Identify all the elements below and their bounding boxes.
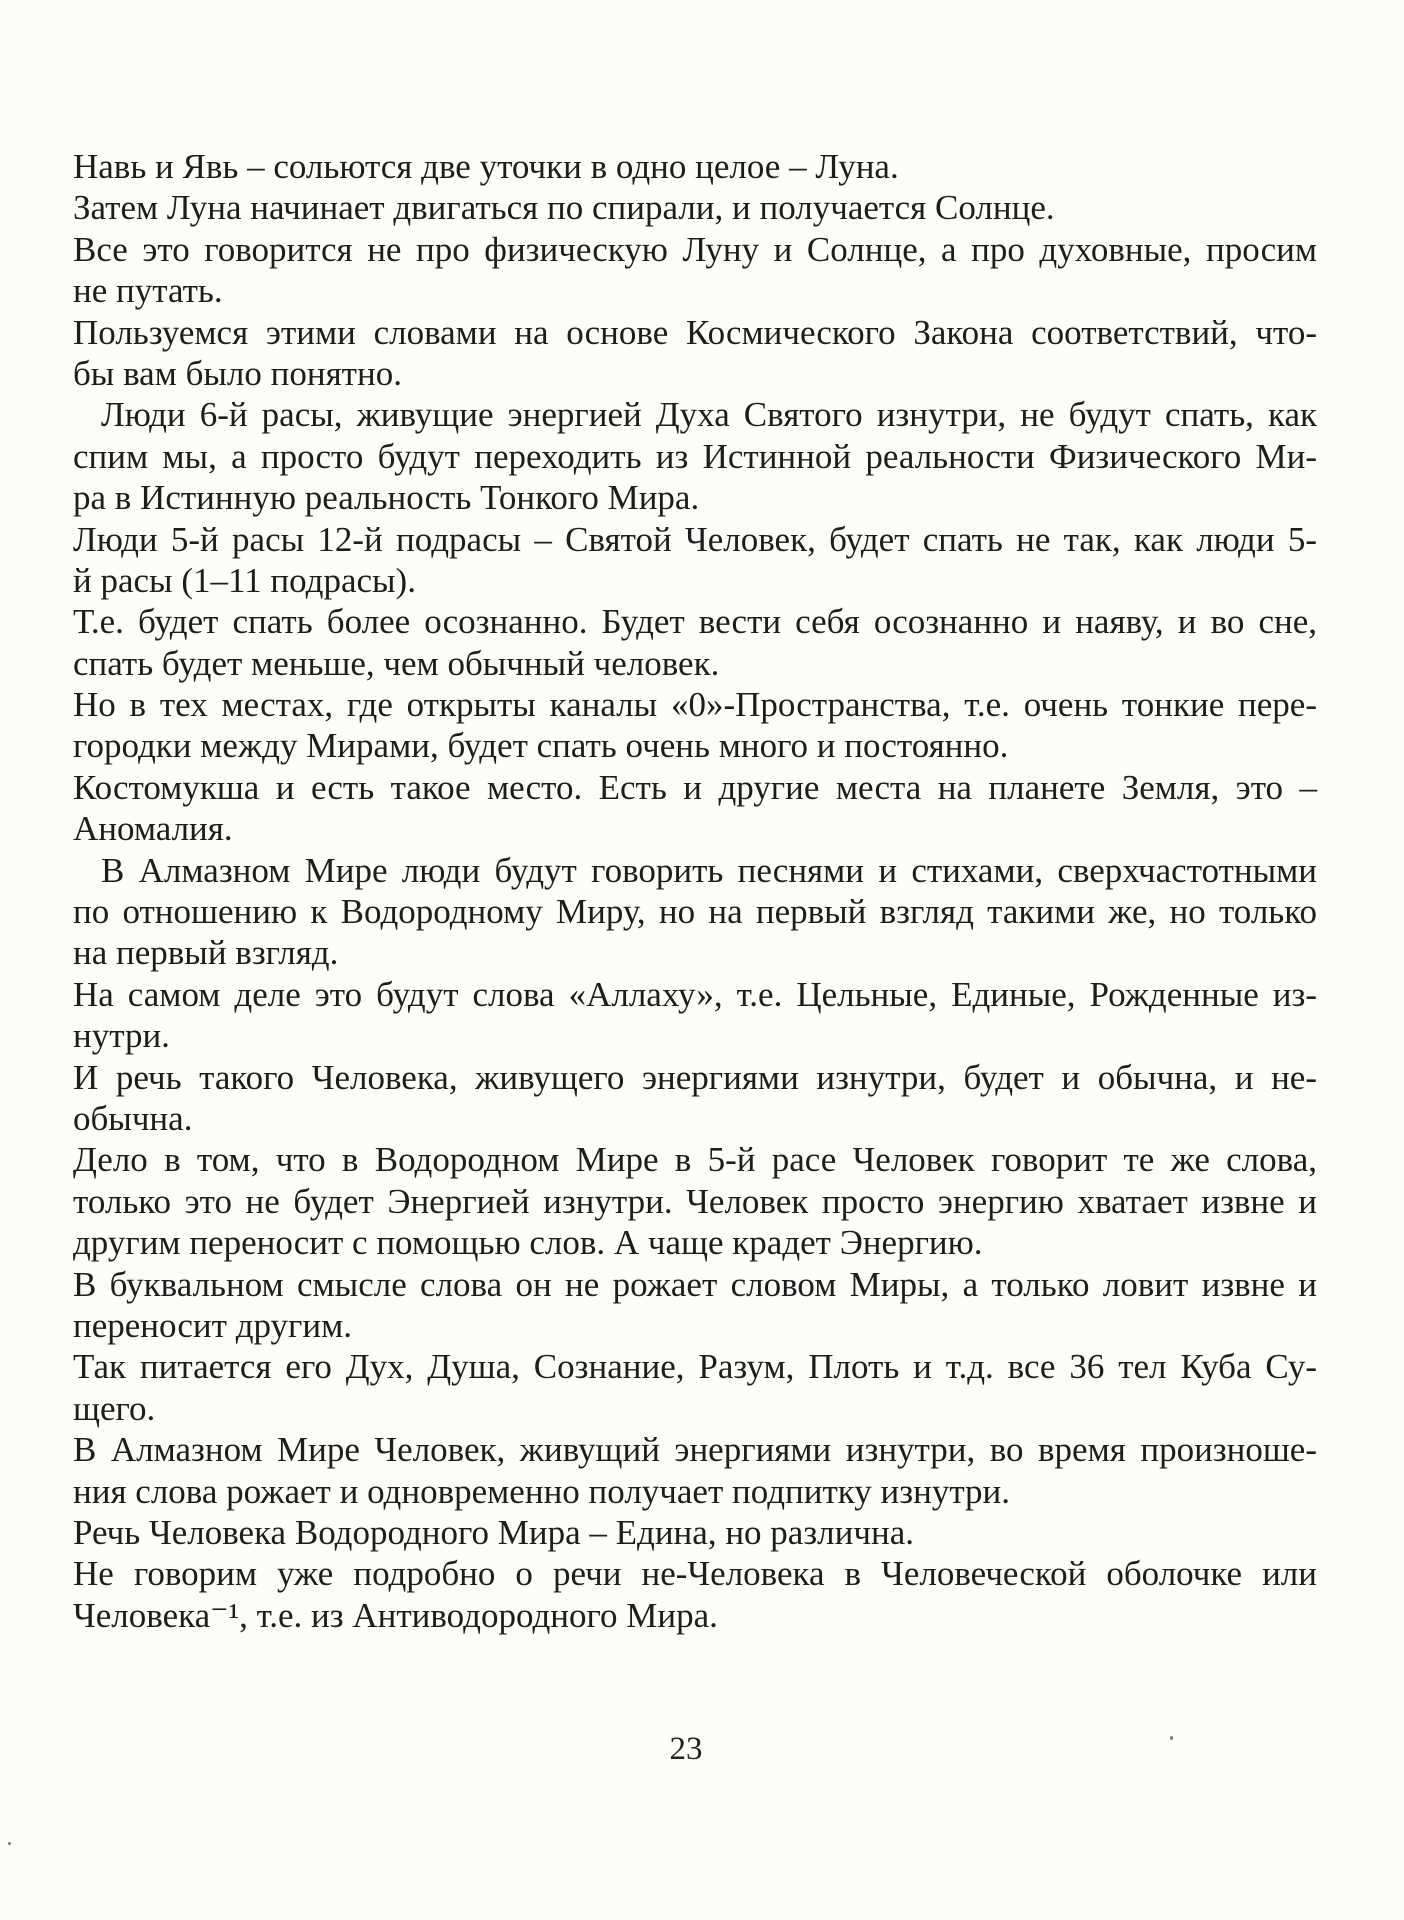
text-line: спим мы, а просто будут переходить из Истинной реальности Физического Ми-	[73, 436, 1317, 476]
text-line: Навь и Явь – сольются две уточки в одно целое – Луна.	[73, 147, 899, 186]
scan-speck	[8, 1842, 11, 1845]
text-line: В Алмазном Мире люди будут говорить песнями и стихами, сверхчастотными	[101, 850, 1317, 890]
text-line: В буквальном смысле слова он не рожает словом Миры, а только ловит извне и	[73, 1264, 1317, 1304]
text-line: нутри.	[73, 1016, 170, 1056]
text-line: Так питается его Дух, Душа, Сознание, Разум, Плоть и т.д. все 36 тел Куба Су-	[73, 1347, 1317, 1387]
scan-speck	[1170, 1736, 1173, 1740]
text-line: Речь Человека Водородного Мира – Едина, но различна.	[73, 1512, 914, 1552]
text-line: переносит другим.	[73, 1305, 353, 1345]
text-line: Не говорим уже подробно о речи не-Человека в Человеческой оболочке или	[73, 1554, 1317, 1594]
text-line: обычна.	[73, 1098, 193, 1138]
text-line: И речь такого Человека, живущего энергиями изнутри, будет и обычна, и не-	[73, 1057, 1317, 1097]
text-line: по отношению к Водородному Миру, но на первый взгляд такими же, но только	[73, 892, 1317, 932]
body-text	[73, 146, 1317, 1636]
text-line: Костомукша и есть такое место. Есть и другие места на планете Земля, это –	[73, 767, 1317, 807]
page-number: 23	[669, 1731, 703, 1767]
text-line: щего.	[73, 1388, 156, 1428]
text-line: спать будет меньше, чем обычный человек.	[73, 643, 720, 683]
text-line: другим переносит с помощью слов. А чаще крадет Энергию.	[73, 1223, 983, 1263]
text-line: не путать.	[73, 271, 223, 311]
text-line: В Алмазном Мире Человек, живущий энергиями изнутри, во время произноше-	[73, 1430, 1317, 1470]
text-line: Все это говорится не про физическую Луну и Солнце, а про духовные, просим	[73, 229, 1317, 269]
text-line: бы вам было понятно.	[73, 353, 402, 393]
text-line: ния слова рожает и одновременно получает подпитку изнутри.	[73, 1471, 1011, 1511]
text-line: Человека⁻¹, т.е. из Антиводородного Мира.	[73, 1595, 718, 1635]
text-line: На самом деле это будут слова «Аллаху», т.е. Цельные, Единые, Рожденные из-	[73, 974, 1317, 1014]
text-line: Пользуемся этими словами на основе Космического Закона соответствий, что-	[73, 312, 1317, 352]
text-line: Люди 5-й расы 12-й подрасы – Святой Человек, будет спать не так, как люди 5-	[73, 519, 1317, 559]
text-line: городки между Мирами, будет спать очень много и постоянно.	[73, 726, 1009, 766]
text-line: Дело в том, что в Водородном Мире в 5-й расе Человек говорит те же слова,	[73, 1140, 1317, 1180]
text-line: только это не будет Энергией изнутри. Человек просто энергию хватает извне и	[73, 1181, 1317, 1221]
text-line: Аномалия.	[73, 809, 233, 849]
text-line: Но в тех местах, где открыты каналы «0»-Пространства, т.е. очень тонкие пере-	[73, 685, 1317, 725]
text-line: Затем Луна начинает двигаться по спирали, и получается Солнце.	[73, 188, 1055, 228]
text-line: Т.е. будет спать более осознанно. Будет вести себя осознанно и наяву, и во сне,	[73, 602, 1317, 642]
text-line: на первый взгляд.	[73, 933, 339, 973]
text-line: Люди 6-й расы, живущие энергией Духа Святого изнутри, не будут спать, как	[101, 395, 1317, 435]
text-line: й расы (1–11 подрасы).	[73, 560, 416, 600]
text-line: ра в Истинную реальность Тонкого Мира.	[73, 478, 700, 518]
